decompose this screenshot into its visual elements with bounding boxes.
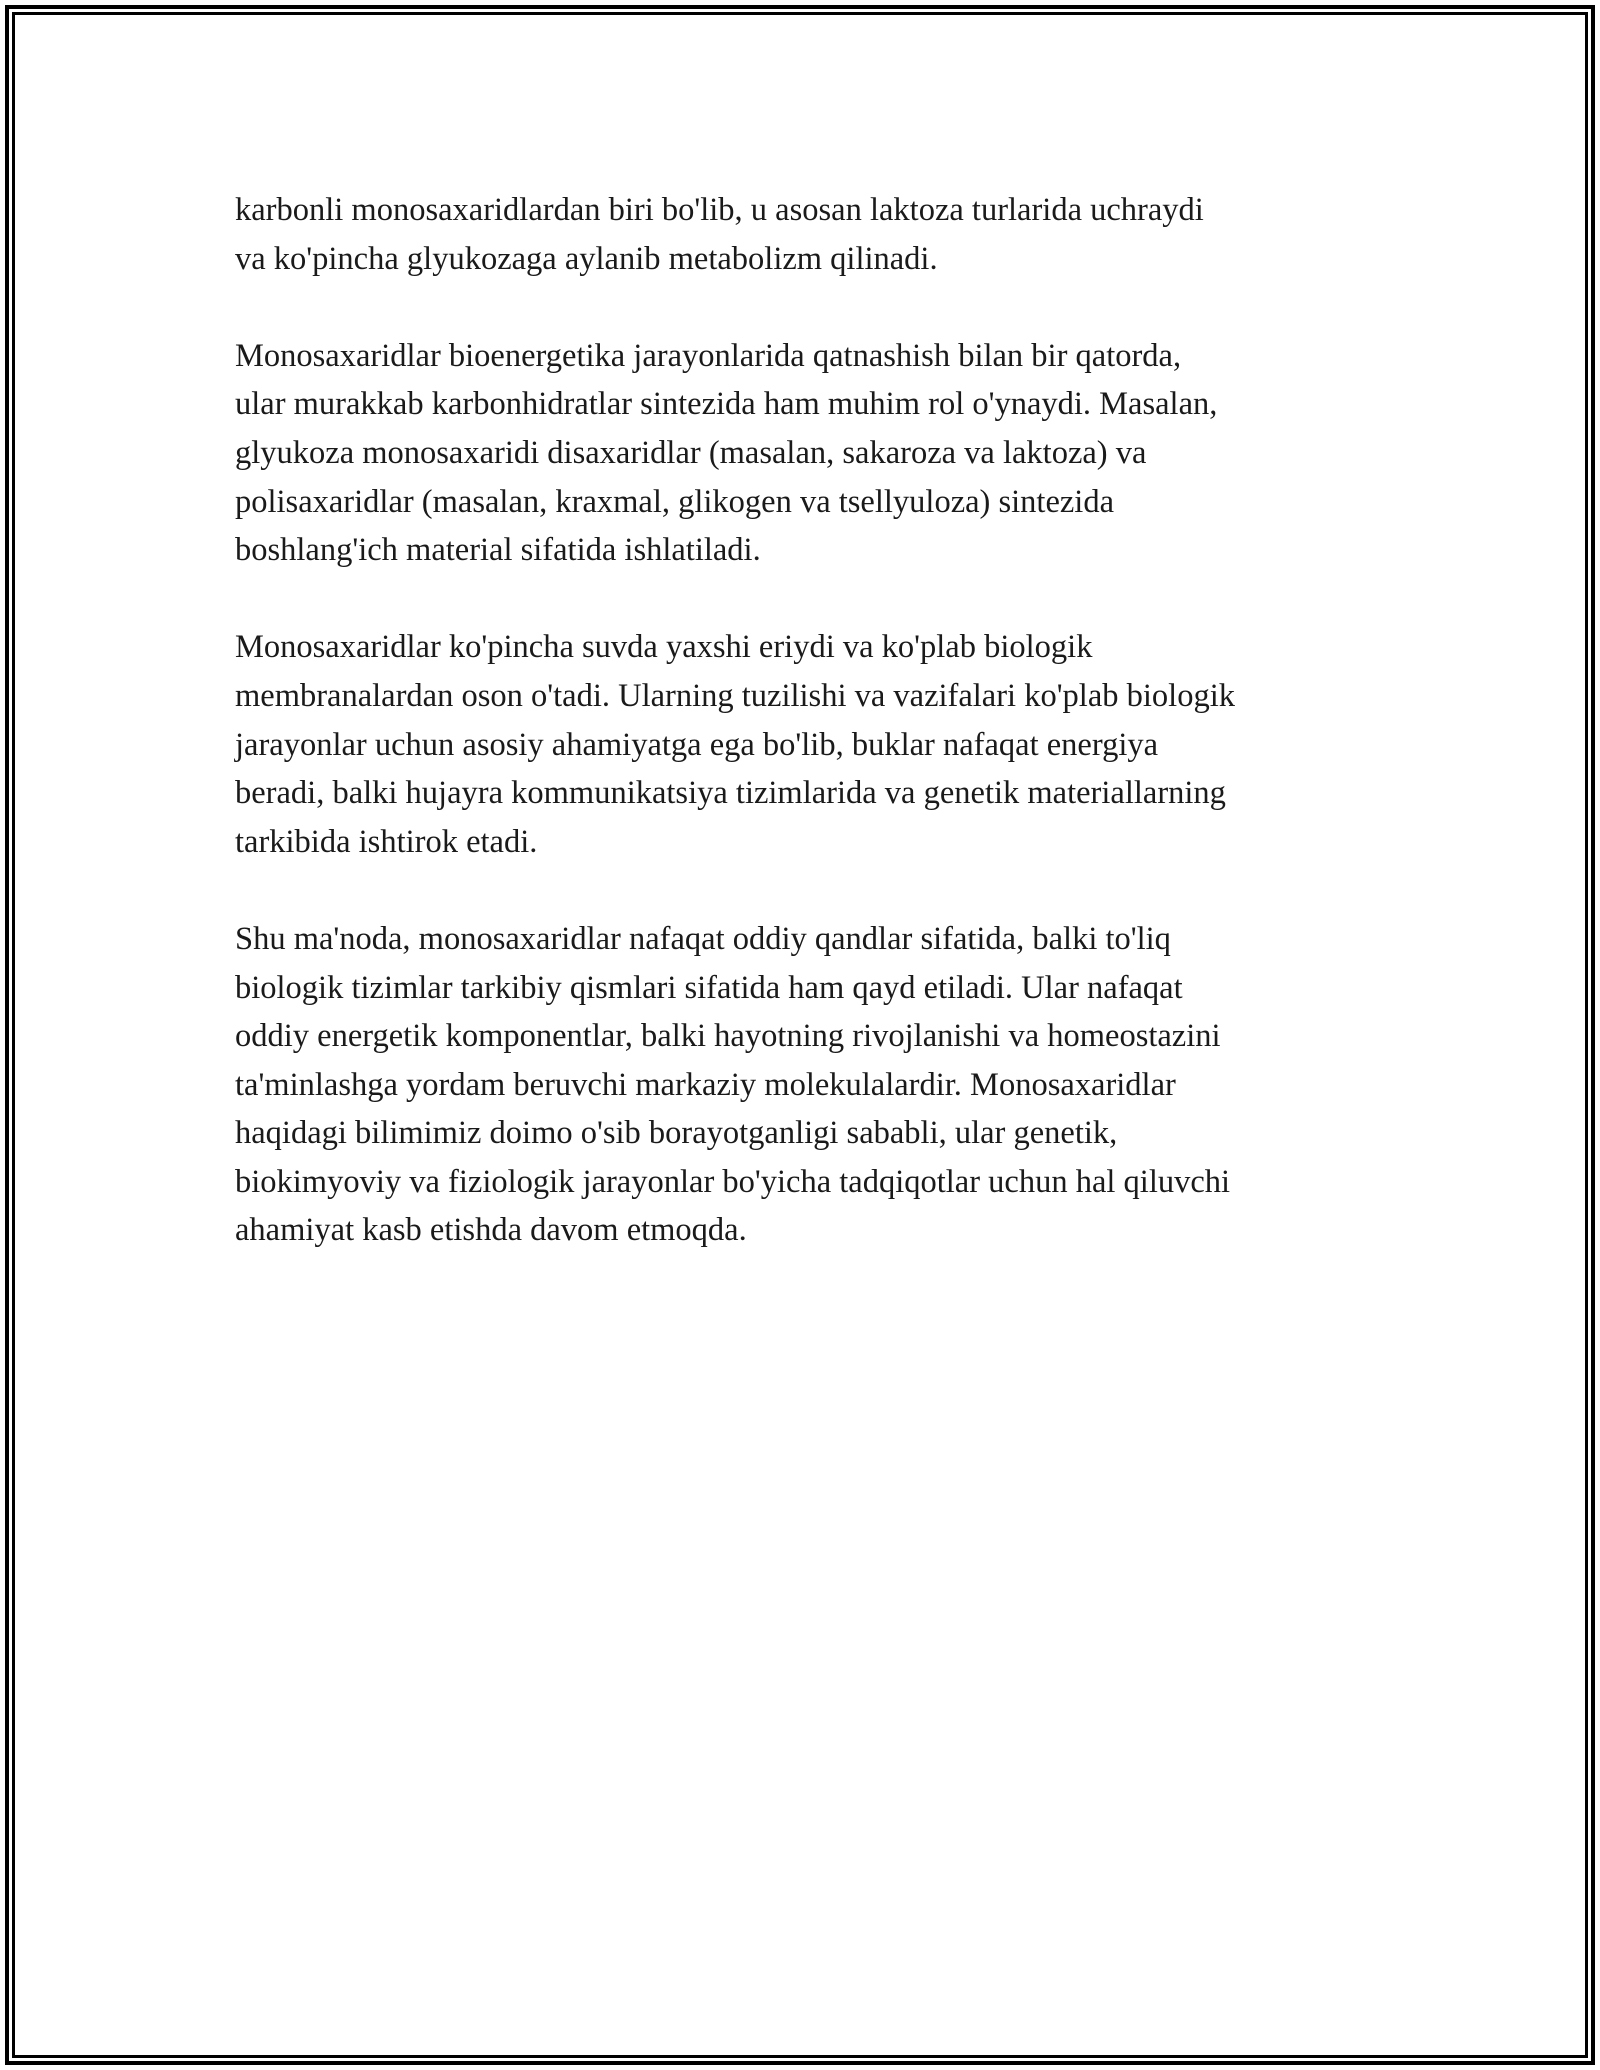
- text-line: membranalardan oson o'tadi. Ularning tuzilishi va vazifalari ko'plab biologik: [235, 677, 1235, 714]
- text-line: oddiy energetik komponentlar, balki hayotning rivojlanishi va homeostazini: [235, 1018, 1221, 1055]
- text-line: boshlang'ich material sifatida ishlatiladi.: [235, 532, 761, 569]
- text-line: Shu ma'noda, monosaxaridlar nafaqat oddiy qandlar sifatida, balki to'liq: [235, 920, 1171, 957]
- text-line: biologik tizimlar tarkibiy qismlari sifatida ham qayd etiladi. Ular nafaqat: [235, 969, 1183, 1006]
- text-line: polisaxaridlar (masalan, kraxmal, glikogen va tsellyuloza) sintezida: [235, 483, 1115, 520]
- paragraph-4: [235, 915, 1375, 1255]
- text-line: ular murakkab karbonhidratlar sintezida ham muhim rol o'ynaydi. Masalan,: [235, 386, 1218, 423]
- paragraph-3: [235, 623, 1375, 866]
- text-line: va ko'pincha glyukozaga aylanib metabolizm qilinadi.: [235, 240, 938, 277]
- text-line: tarkibida ishtirok etadi.: [235, 823, 538, 860]
- text-line: biokimyoviy va fiziologik jarayonlar bo'yicha tadqiqotlar uchun hal qiluvchi: [235, 1163, 1231, 1200]
- document-body: [235, 186, 1375, 1304]
- text-line: beradi, balki hujayra kommunikatsiya tizimlarida va genetik materiallarning: [235, 775, 1226, 812]
- text-line: glyukoza monosaxaridi disaxaridlar (masalan, sakaroza va laktoza) va: [235, 434, 1147, 471]
- text-line: Monosaxaridlar bioenergetika jarayonlarida qatnashish bilan bir qatorda,: [235, 337, 1182, 374]
- paragraph-2: [235, 332, 1375, 575]
- text-line: ahamiyat kasb etishda davom etmoqda.: [235, 1212, 747, 1249]
- text-line: karbonli monosaxaridlardan biri bo'lib, u asosan laktoza turlarida uchraydi: [235, 192, 1204, 228]
- text-line: ta'minlashga yordam beruvchi markaziy molekulalardir. Monosaxaridlar: [235, 1066, 1176, 1103]
- text-line: jarayonlar uchun asosiy ahamiyatga ega bo'lib, buklar nafaqat energiya: [235, 726, 1159, 763]
- text-line: Monosaxaridlar ko'pincha suvda yaxshi eriydi va ko'plab biologik: [235, 629, 1093, 666]
- text-line: haqidagi bilimimiz doimo o'sib borayotganligi sababli, ular genetik,: [235, 1115, 1118, 1152]
- paragraph-1: [235, 186, 1375, 283]
